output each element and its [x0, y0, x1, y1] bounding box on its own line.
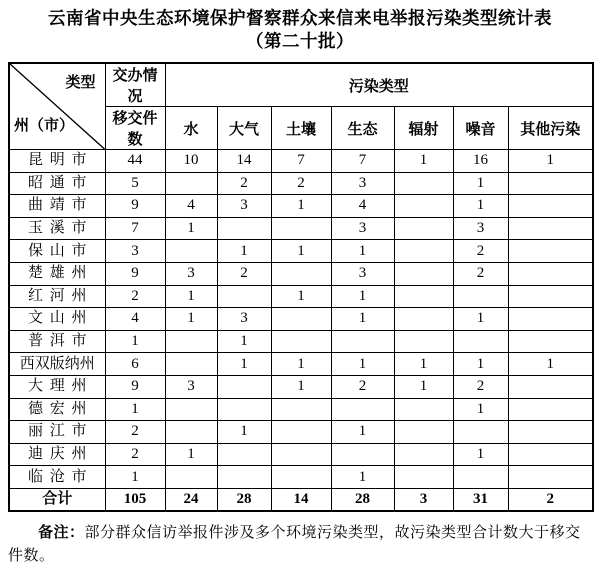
- value-cell: [165, 398, 217, 421]
- value-cell: [508, 172, 593, 195]
- value-cell: [508, 285, 593, 308]
- value-cell: [331, 398, 394, 421]
- value-cell: 1: [453, 353, 508, 376]
- value-cell: [271, 308, 331, 331]
- value-cell: [217, 217, 271, 240]
- value-cell: 4: [331, 195, 394, 218]
- value-cell: [217, 443, 271, 466]
- table-row: [9, 172, 593, 195]
- header-radiation: 辐射: [394, 107, 453, 150]
- header-row-1: [9, 63, 593, 107]
- region-cell: 迪 庆 州: [9, 443, 105, 466]
- value-cell: [217, 285, 271, 308]
- page-subtitle: （第二十批）: [246, 31, 354, 51]
- table-row: [9, 240, 593, 263]
- table-row: [9, 262, 593, 285]
- region-cell: 曲 靖 市: [9, 195, 105, 218]
- value-cell: 31: [453, 488, 508, 511]
- value-cell: 10: [165, 150, 217, 173]
- table-row: [9, 466, 593, 489]
- value-cell: [165, 172, 217, 195]
- value-cell: 16: [453, 150, 508, 173]
- value-cell: [165, 421, 217, 444]
- value-cell: 1: [105, 330, 165, 353]
- header-soil: 土壤: [271, 107, 331, 150]
- value-cell: [217, 466, 271, 489]
- value-cell: [394, 240, 453, 263]
- table-row: [9, 195, 593, 218]
- value-cell: 1: [453, 195, 508, 218]
- value-cell: 9: [105, 195, 165, 218]
- footnote-text: 部分群众信访举报件涉及多个环境污染类型，故污染类型合计数大于移交件数。: [8, 525, 581, 564]
- corner-label-type: 类型: [65, 74, 96, 91]
- value-cell: [394, 443, 453, 466]
- value-cell: 2: [217, 262, 271, 285]
- value-cell: 3: [394, 488, 453, 511]
- value-cell: 1: [165, 308, 217, 331]
- value-cell: 1: [271, 240, 331, 263]
- value-cell: [165, 466, 217, 489]
- value-cell: 1: [217, 421, 271, 444]
- value-cell: [217, 375, 271, 398]
- value-cell: 14: [217, 150, 271, 173]
- value-cell: [394, 217, 453, 240]
- region-cell: 丽 江 市: [9, 421, 105, 444]
- region-cell: 德 宏 州: [9, 398, 105, 421]
- value-cell: 1: [331, 240, 394, 263]
- table-row: [9, 398, 593, 421]
- value-cell: [394, 398, 453, 421]
- region-cell: 昭 通 市: [9, 172, 105, 195]
- total-label-cell: 合计: [9, 488, 105, 511]
- value-cell: 3: [331, 172, 394, 195]
- value-cell: 1: [394, 353, 453, 376]
- value-cell: [271, 330, 331, 353]
- region-cell: 楚 雄 州: [9, 262, 105, 285]
- value-cell: 1: [331, 353, 394, 376]
- value-cell: 1: [453, 443, 508, 466]
- value-cell: 2: [105, 421, 165, 444]
- value-cell: 7: [105, 217, 165, 240]
- region-cell: 大 理 州: [9, 375, 105, 398]
- value-cell: [508, 398, 593, 421]
- region-cell: 普 洱 市: [9, 330, 105, 353]
- table-row: [9, 150, 593, 173]
- value-cell: [394, 421, 453, 444]
- value-cell: [394, 172, 453, 195]
- header-other: 其他污染: [508, 107, 593, 150]
- value-cell: 9: [105, 375, 165, 398]
- region-cell: 昆 明 市: [9, 150, 105, 173]
- table-row: [9, 375, 593, 398]
- value-cell: 3: [105, 240, 165, 263]
- region-cell: 文 山 州: [9, 308, 105, 331]
- value-cell: [394, 466, 453, 489]
- value-cell: [508, 308, 593, 331]
- value-cell: [508, 217, 593, 240]
- value-cell: 3: [217, 195, 271, 218]
- value-cell: 1: [105, 466, 165, 489]
- header-water: 水: [165, 107, 217, 150]
- value-cell: 1: [271, 195, 331, 218]
- value-cell: [508, 466, 593, 489]
- value-cell: [508, 262, 593, 285]
- value-cell: 1: [271, 353, 331, 376]
- value-cell: 1: [165, 285, 217, 308]
- value-cell: 1: [271, 285, 331, 308]
- value-cell: [453, 466, 508, 489]
- value-cell: [394, 262, 453, 285]
- value-cell: 1: [508, 150, 593, 173]
- value-cell: 6: [105, 353, 165, 376]
- value-cell: 24: [165, 488, 217, 511]
- value-cell: 44: [105, 150, 165, 173]
- value-cell: 1: [453, 398, 508, 421]
- header-noise: 噪音: [453, 107, 508, 150]
- header-ecology: 生态: [331, 107, 394, 150]
- value-cell: [453, 421, 508, 444]
- value-cell: [331, 330, 394, 353]
- value-cell: 2: [453, 375, 508, 398]
- value-cell: 1: [105, 398, 165, 421]
- header-air: 大气: [217, 107, 271, 150]
- pollution-stats-table: [8, 62, 594, 512]
- value-cell: [508, 240, 593, 263]
- value-cell: 1: [394, 150, 453, 173]
- value-cell: 1: [271, 375, 331, 398]
- value-cell: 1: [217, 330, 271, 353]
- value-cell: [394, 330, 453, 353]
- value-cell: 28: [217, 488, 271, 511]
- value-cell: 14: [271, 488, 331, 511]
- value-cell: 28: [331, 488, 394, 511]
- title-block: [0, 7, 600, 53]
- region-cell: 西双版纳州: [9, 353, 105, 376]
- value-cell: [271, 217, 331, 240]
- value-cell: 2: [453, 240, 508, 263]
- corner-header-cell: [9, 63, 105, 150]
- page-title: 云南省中央生态环境保护督察群众来信来电举报污染类型统计表: [48, 8, 552, 28]
- table-row: [9, 443, 593, 466]
- value-cell: 1: [331, 421, 394, 444]
- value-cell: 1: [165, 217, 217, 240]
- value-cell: [271, 421, 331, 444]
- value-cell: 1: [508, 353, 593, 376]
- value-cell: 2: [453, 262, 508, 285]
- value-cell: 2: [331, 375, 394, 398]
- value-cell: 3: [165, 262, 217, 285]
- value-cell: 1: [453, 172, 508, 195]
- value-cell: 1: [331, 285, 394, 308]
- table-row: [9, 217, 593, 240]
- value-cell: 1: [331, 466, 394, 489]
- footnote-paragraph: [8, 521, 594, 568]
- value-cell: [394, 195, 453, 218]
- value-cell: 2: [105, 443, 165, 466]
- value-cell: 2: [105, 285, 165, 308]
- value-cell: 1: [217, 240, 271, 263]
- total-row: [9, 488, 593, 511]
- value-cell: [165, 240, 217, 263]
- value-cell: [165, 353, 217, 376]
- corner-label-region: 州（市）: [14, 117, 75, 134]
- region-cell: 红 河 州: [9, 285, 105, 308]
- value-cell: [271, 398, 331, 421]
- value-cell: 2: [217, 172, 271, 195]
- footnote-label: 备注：: [38, 524, 85, 541]
- value-cell: [331, 443, 394, 466]
- region-cell: 临 沧 市: [9, 466, 105, 489]
- table-row: [9, 285, 593, 308]
- value-cell: 3: [331, 262, 394, 285]
- value-cell: 7: [331, 150, 394, 173]
- table-row: [9, 308, 593, 331]
- value-cell: 3: [453, 217, 508, 240]
- value-cell: [508, 375, 593, 398]
- value-cell: 1: [453, 308, 508, 331]
- value-cell: 1: [217, 353, 271, 376]
- footnote: [8, 521, 594, 568]
- value-cell: [453, 285, 508, 308]
- value-cell: 2: [271, 172, 331, 195]
- value-cell: [271, 262, 331, 285]
- value-cell: 2: [508, 488, 593, 511]
- value-cell: 4: [165, 195, 217, 218]
- value-cell: 1: [165, 443, 217, 466]
- value-cell: [508, 443, 593, 466]
- value-cell: 4: [105, 308, 165, 331]
- value-cell: [165, 330, 217, 353]
- value-cell: 3: [217, 308, 271, 331]
- table-row: [9, 330, 593, 353]
- value-cell: 105: [105, 488, 165, 511]
- header-handling-group: 交办情况: [105, 63, 165, 107]
- header-transferred-count: 移交件数: [105, 107, 165, 150]
- value-cell: [508, 330, 593, 353]
- value-cell: 5: [105, 172, 165, 195]
- value-cell: [453, 330, 508, 353]
- table-row: [9, 353, 593, 376]
- value-cell: [271, 466, 331, 489]
- header-pollution-group: 污染类型: [165, 63, 593, 107]
- value-cell: 1: [394, 375, 453, 398]
- value-cell: [508, 421, 593, 444]
- value-cell: [394, 308, 453, 331]
- value-cell: [394, 285, 453, 308]
- value-cell: 1: [331, 308, 394, 331]
- value-cell: [217, 398, 271, 421]
- value-cell: 9: [105, 262, 165, 285]
- value-cell: [271, 443, 331, 466]
- value-cell: 3: [165, 375, 217, 398]
- value-cell: [508, 195, 593, 218]
- region-cell: 玉 溪 市: [9, 217, 105, 240]
- region-cell: 保 山 市: [9, 240, 105, 263]
- value-cell: 3: [331, 217, 394, 240]
- table-row: [9, 421, 593, 444]
- value-cell: 7: [271, 150, 331, 173]
